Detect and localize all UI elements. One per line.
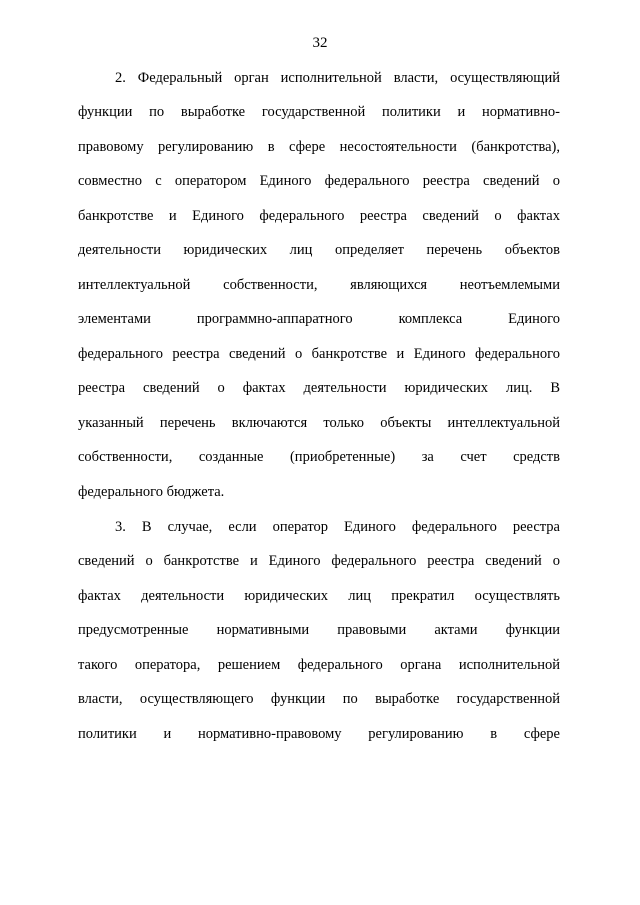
text-line: 3. В случае, если оператор Единого федерального реестра <box>115 519 560 535</box>
text-line: федерального бюджета. <box>78 484 225 500</box>
text-line: интеллектуальной собственности, являющихся неотъемлемыми <box>78 277 560 293</box>
text-line: банкротстве и Единого федерального реестра сведений о фактах <box>78 208 560 224</box>
text-line: реестра сведений о фактах деятельности юридических лиц. В <box>78 380 560 396</box>
text-line: указанный перечень включаются только объекты интеллектуальной <box>78 415 560 431</box>
text-line: политики и нормативно-правовому регулированию в сфере <box>78 726 560 742</box>
text-line: правовому регулированию в сфере несостоятельности (банкротства), <box>78 139 560 155</box>
text-line: совместно с оператором Единого федерального реестра сведений о <box>78 173 560 189</box>
text-line: 2. Федеральный орган исполнительной власти, осуществляющий <box>115 70 560 86</box>
text-line: федерального реестра сведений о банкротстве и Единого федерального <box>78 346 560 362</box>
page-number: 32 <box>312 35 328 51</box>
text-line: власти, осуществляющего функции по выработке государственной <box>78 691 560 707</box>
text-line: такого оператора, решением федерального органа исполнительной <box>78 657 560 673</box>
text-line: деятельности юридических лиц определяет перечень объектов <box>78 242 560 258</box>
text-line: собственности, созданные (приобретенные) за счет средств <box>78 449 560 465</box>
text-line: функции по выработке государственной политики и нормативно- <box>78 104 560 120</box>
text-line: элементами программно-аппаратного комплекса Единого <box>78 311 560 327</box>
text-line: предусмотренные нормативными правовыми актами функции <box>78 622 560 638</box>
text-line: фактах деятельности юридических лиц прекратил осуществлять <box>78 588 560 604</box>
text-line: сведений о банкротстве и Единого федерального реестра сведений о <box>78 553 560 569</box>
